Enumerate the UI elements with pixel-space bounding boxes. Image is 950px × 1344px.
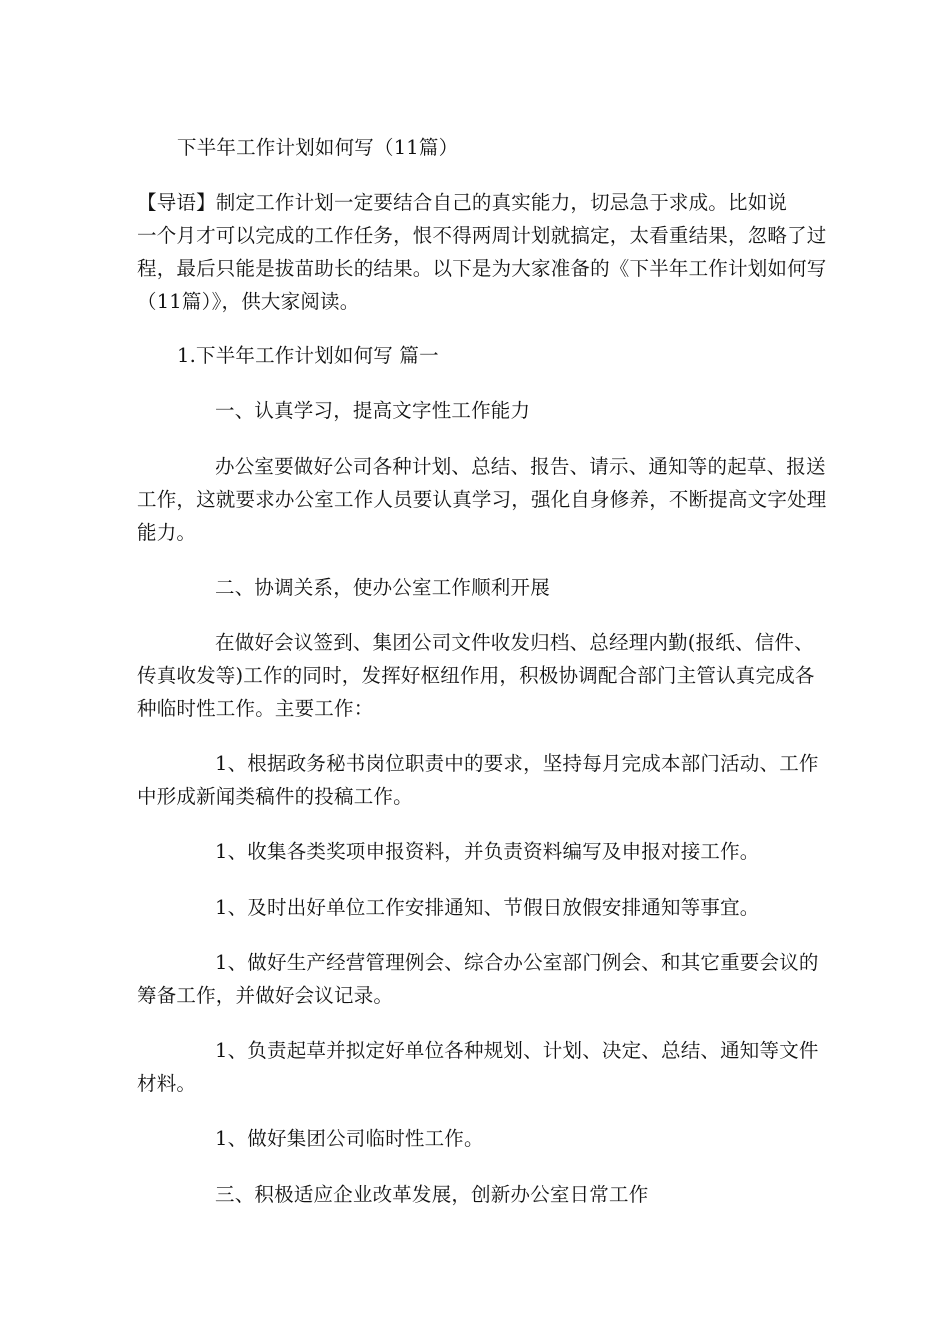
heading-2: 二、协调关系，使办公室工作顺利开展 — [215, 576, 550, 599]
para-1-line-3: 能力。 — [137, 521, 197, 544]
list-item-5-line-2: 材料。 — [137, 1072, 197, 1095]
intro-line-4: （11篇）》，供大家阅读。 — [137, 290, 360, 313]
intro-line-2: 一个月才可以完成的工作任务，恨不得两周计划就搞定，太看重结果，忽略了过 — [137, 224, 827, 247]
list-item-4-line-1: 1、做好生产经营管理例会、综合办公室部门例会、和其它重要会议的 — [215, 951, 819, 974]
heading-1: 一、认真学习，提高文字性工作能力 — [215, 399, 531, 422]
list-item-5-line-1: 1、负责起草并拟定好单位各种规划、计划、决定、总结、通知等文件 — [215, 1039, 819, 1062]
document-title: 下半年工作计划如何写（11篇） — [177, 136, 459, 159]
para-2-line-1: 在做好会议签到、集团公司文件收发归档、总经理内勤(报纸、信件、 — [215, 631, 814, 654]
list-item-1-line-1: 1、根据政务秘书岗位职责中的要求，坚持每月完成本部门活动、工作 — [215, 752, 819, 775]
intro-line-3: 程，最后只能是拔苗助长的结果。以下是为大家准备的《下半年工作计划如何写 — [137, 257, 827, 280]
intro-line-1: 【导语】制定工作计划一定要结合自己的真实能力，切忌急于求成。比如说 — [137, 191, 788, 214]
para-1-line-1: 办公室要做好公司各种计划、总结、报告、请示、通知等的起草、报送 — [215, 455, 826, 478]
list-item-1-line-2: 中形成新闻类稿件的投稿工作。 — [137, 785, 413, 808]
section-title: 1.下半年工作计划如何写 篇一 — [177, 344, 439, 367]
list-item-2: 1、收集各类奖项申报资料，并负责资料编写及申报对接工作。 — [215, 840, 760, 863]
list-item-6: 1、做好集团公司临时性工作。 — [215, 1127, 484, 1150]
heading-3: 三、积极适应企业改革发展，创新办公室日常工作 — [215, 1183, 649, 1206]
list-item-3: 1、及时出好单位工作安排通知、节假日放假安排通知等事宜。 — [215, 896, 760, 919]
para-1-line-2: 工作，这就要求办公室工作人员要认真学习，强化自身修养，不断提高文字处理 — [137, 488, 827, 511]
para-2-line-2: 传真收发等)工作的同时，发挥好枢纽作用，积极协调配合部门主管认真完成各 — [137, 664, 815, 687]
list-item-4-line-2: 筹备工作，并做好会议记录。 — [137, 984, 394, 1007]
para-2-line-3: 种临时性工作。主要工作： — [137, 697, 374, 720]
